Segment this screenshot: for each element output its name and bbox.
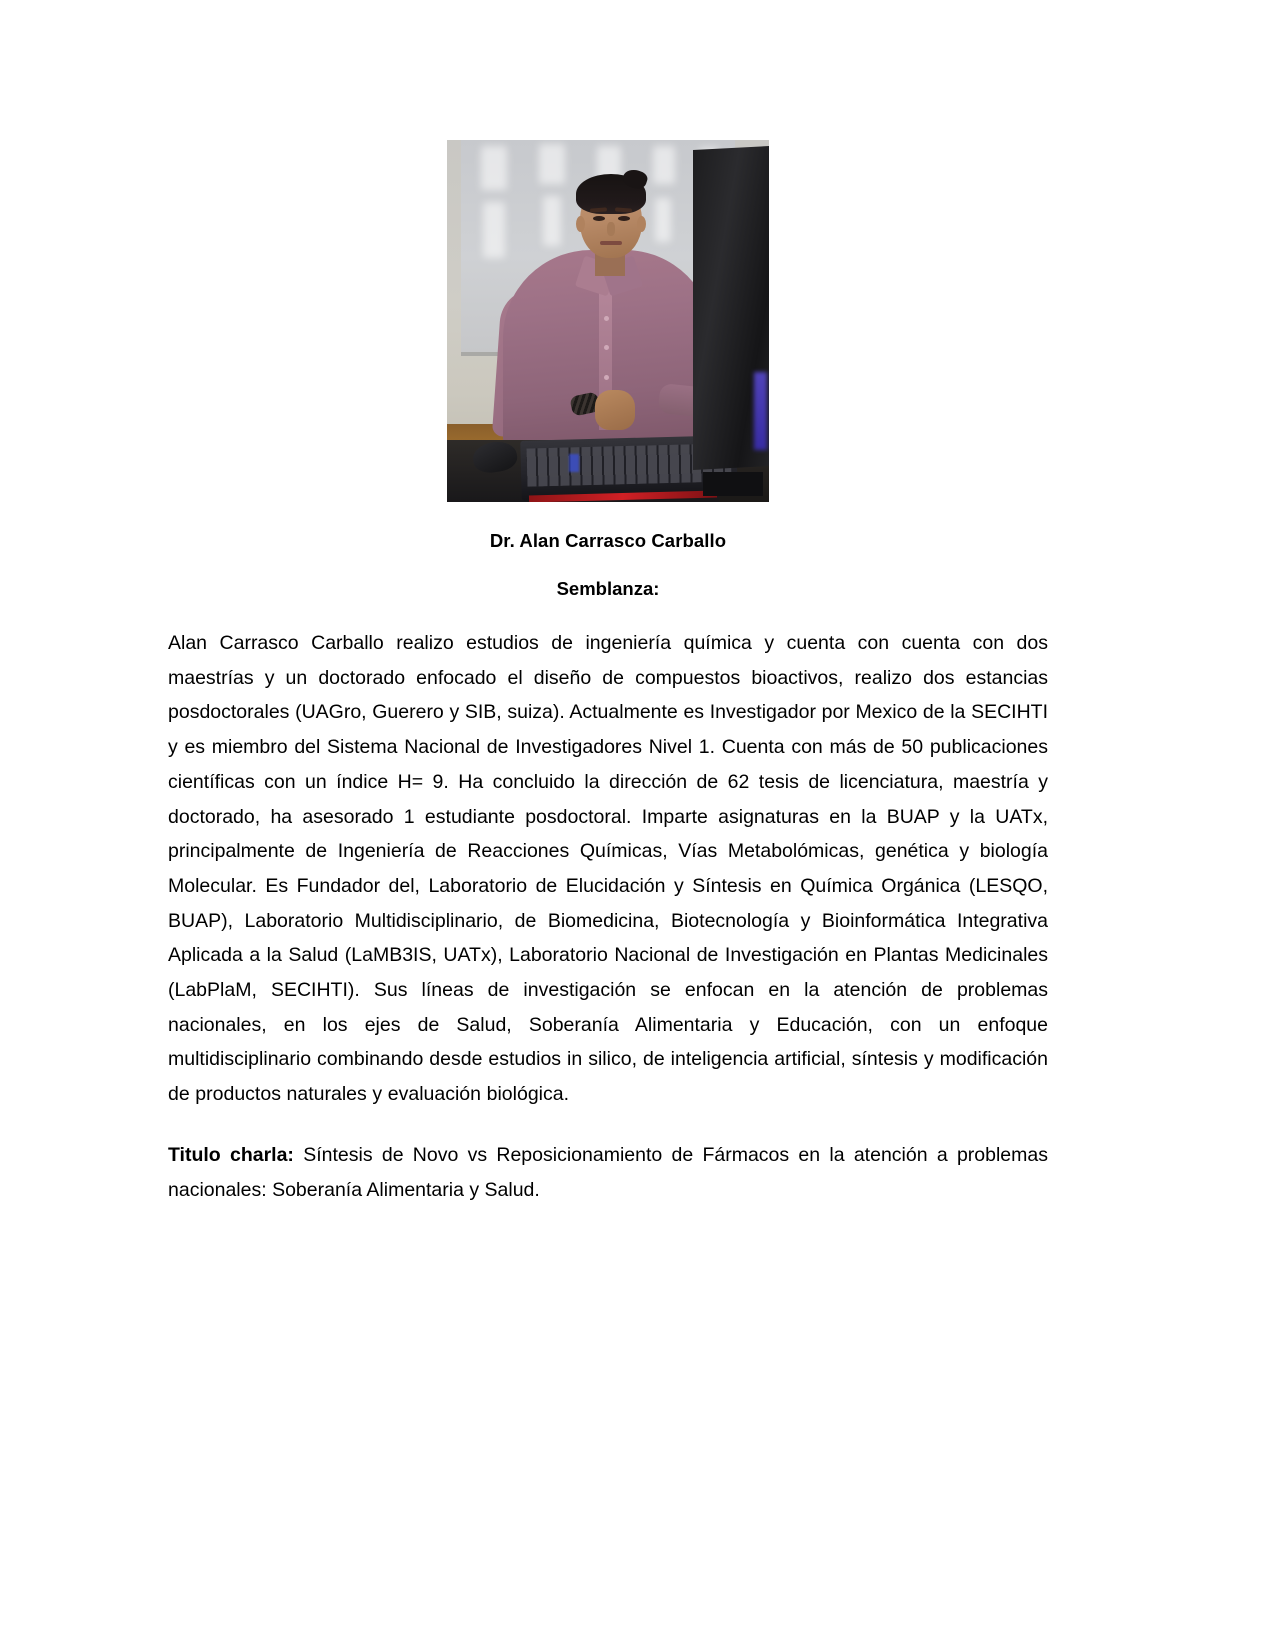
whiteboard-glare (653, 146, 675, 184)
portrait-photo (447, 140, 769, 502)
photo-mouth (600, 241, 622, 245)
photo-nose (607, 222, 615, 236)
photo-monitor-stand (703, 472, 763, 496)
photo-shirt-button (604, 375, 609, 380)
whiteboard-glare (481, 146, 507, 190)
portrait-photo-container (168, 0, 1048, 502)
whiteboard-glare (539, 144, 565, 184)
photo-keyboard-blue-light (569, 454, 579, 472)
talk-title-label: Titulo charla: (168, 1143, 294, 1166)
photo-monitor-glow (754, 372, 767, 450)
talk-title-paragraph (168, 1138, 1048, 1207)
photo-shirt-button (604, 345, 609, 350)
section-heading-semblanza: Semblanza: (556, 578, 660, 599)
photo-ear-left (576, 216, 585, 232)
whiteboard-glare (543, 196, 561, 246)
document-content (168, 0, 1048, 1227)
photo-eye-right (618, 216, 630, 221)
photo-eye-left (593, 216, 605, 221)
photo-left-fist (595, 390, 635, 430)
photo-ear-right (637, 216, 646, 232)
biography-paragraph: Alan Carrasco Carballo realizo estudios de ingeniería química y cuenta con cuenta con dos maestrías y un doctorado enfocado el diseño de compuestos bioactivos, realizo dos estancias posdoctorales (UAGro, Guerero y SIB, suiza). Actualmente es Investigador por Mexico de la SECIHTI y es miembro del Sistema Nacional de Investigadores Nivel 1. Cuenta con más de 50 publicaciones científicas con un índice H= 9. Ha concluido la dirección de 62 tesis de licenciatura, maestría y doctorado, ha asesorado 1 estudiante posdoctoral. Imparte asignaturas en la BUAP y la UATx, principalmente de Ingeniería de Reacciones Químicas, Vías Metabolómicas, genética y biología Molecular. Es Fundador del, Laboratorio de Elucidación y Síntesis en Química Orgánica (LESQO, BUAP), Laboratorio Multidisciplinario, de Biomedicina, Biotecnología y Bioinformática Integrativa Aplicada a la Salud (LaMB3IS, UATx), Laboratorio Nacional de Investigación en Plantas Medicinales (LabPlaM, SECIHTI). Sus líneas de investigación se enfocan en la atención de problemas nacionales, en los ejes de Salud, Soberanía Alimentaria y Educación, con un enfoque multidisciplinario combinando desde estudios in silico, de inteligencia artificial, síntesis y modificación de productos naturales y evaluación biológica. (168, 632, 1048, 1106)
photo-shirt-button (604, 316, 609, 321)
person-name: Dr. Alan Carrasco Carballo (489, 530, 727, 551)
talk-title-text: Síntesis de Novo vs Reposicionamiento de Fármacos en la atención a problemas nacionales: Soberanía Alimentaria y Salud. (168, 1143, 1048, 1201)
whiteboard-glare (655, 198, 671, 242)
whiteboard-glare (483, 202, 505, 258)
